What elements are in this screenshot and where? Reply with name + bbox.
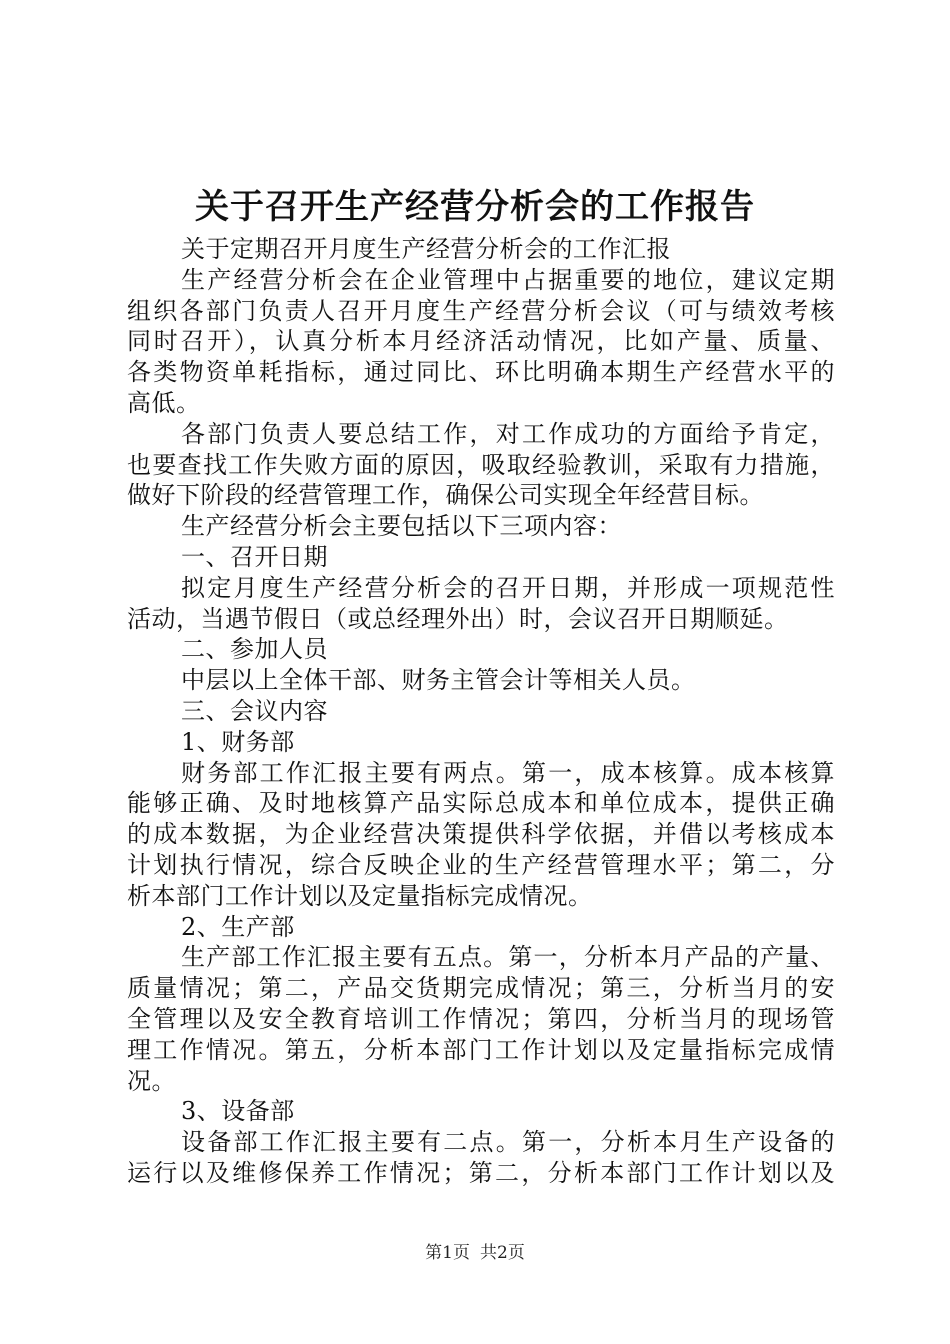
body-text-line: 一、召开日期 — [181, 542, 328, 571]
body-text-line: 拟定月度生产经营分析会的召开日期，并形成一项规范性 — [181, 573, 835, 602]
body-text-line: 做好下阶段的经营管理工作，确保公司实现全年经营目标。 — [127, 481, 764, 510]
body-text-line: 析本部门工作计划以及定量指标完成情况。 — [127, 881, 593, 910]
body-text-line: 高低。 — [127, 388, 201, 417]
body-text-line: 1、财务部 — [181, 727, 295, 756]
document-title: 关于召开生产经营分析会的工作报告 — [195, 187, 755, 227]
body-text-line: 的成本数据，为企业经营决策提供科学依据，并借以考核成本 — [127, 820, 835, 849]
body-text-line: 同时召开），认真分析本月经济活动情况，比如产量、质量、 — [127, 327, 835, 356]
body-text-line: 各部门负责人要总结工作，对工作成功的方面给予肯定， — [181, 419, 835, 448]
page-number: 第1页 — [425, 1243, 470, 1263]
body-text-line: 也要查找工作失败方面的原因，吸取经验教训，采取有力措施， — [127, 450, 835, 479]
body-text-line: 生产部工作汇报主要有五点。第一，分析本月产品的产量、 — [181, 943, 835, 972]
body-text-line: 运行以及维修保养工作情况；第二，分析本部门工作计划以及 — [127, 1158, 835, 1187]
body-text-line: 二、参加人员 — [181, 635, 328, 664]
body-text-line: 中层以上全体干部、财务主管会计等相关人员。 — [181, 666, 696, 695]
body-text-line: 三、会议内容 — [181, 696, 328, 725]
page-footer — [0, 1241, 950, 1265]
body-text-line: 生产经营分析会主要包括以下三项内容： — [181, 512, 622, 541]
body-text-line: 关于定期召开月度生产经营分析会的工作汇报 — [181, 235, 671, 263]
body-text-line: 况。 — [127, 1066, 176, 1095]
body-text-line: 设备部工作汇报主要有二点。第一，分析本月生产设备的 — [181, 1128, 835, 1157]
body-text-line: 活动，当遇节假日（或总经理外出）时，会议召开日期顺延。 — [127, 604, 789, 633]
body-text-line: 能够正确、及时地核算产品实际总成本和单位成本，提供正确 — [127, 789, 835, 818]
body-text-line: 财务部工作汇报主要有两点。第一，成本核算。成本核算 — [181, 758, 835, 787]
document-body — [127, 234, 835, 1189]
body-text-line: 全管理以及安全教育培训工作情况；第四，分析当月的现场管 — [127, 1004, 835, 1033]
body-text-line: 2、生产部 — [181, 912, 295, 941]
body-text-line: 生产经营分析会在企业管理中占据重要的地位，建议定期 — [181, 265, 835, 294]
body-text-line: 各类物资单耗指标，通过同比、环比明确本期生产经营水平的 — [127, 358, 835, 387]
body-text-line: 3、设备部 — [181, 1097, 295, 1126]
body-text-line: 组织各部门负责人召开月度生产经营分析会议（可与绩效考核 — [127, 296, 835, 325]
body-text-line: 质量情况；第二，产品交货期完成情况；第三，分析当月的安 — [127, 974, 835, 1003]
page-total: 共2页 — [480, 1243, 525, 1263]
body-text-line: 理工作情况。第五，分析本部门工作计划以及定量指标完成情 — [127, 1035, 835, 1064]
body-text-line: 计划执行情况，综合反映企业的生产经营管理水平；第二，分 — [127, 850, 835, 879]
